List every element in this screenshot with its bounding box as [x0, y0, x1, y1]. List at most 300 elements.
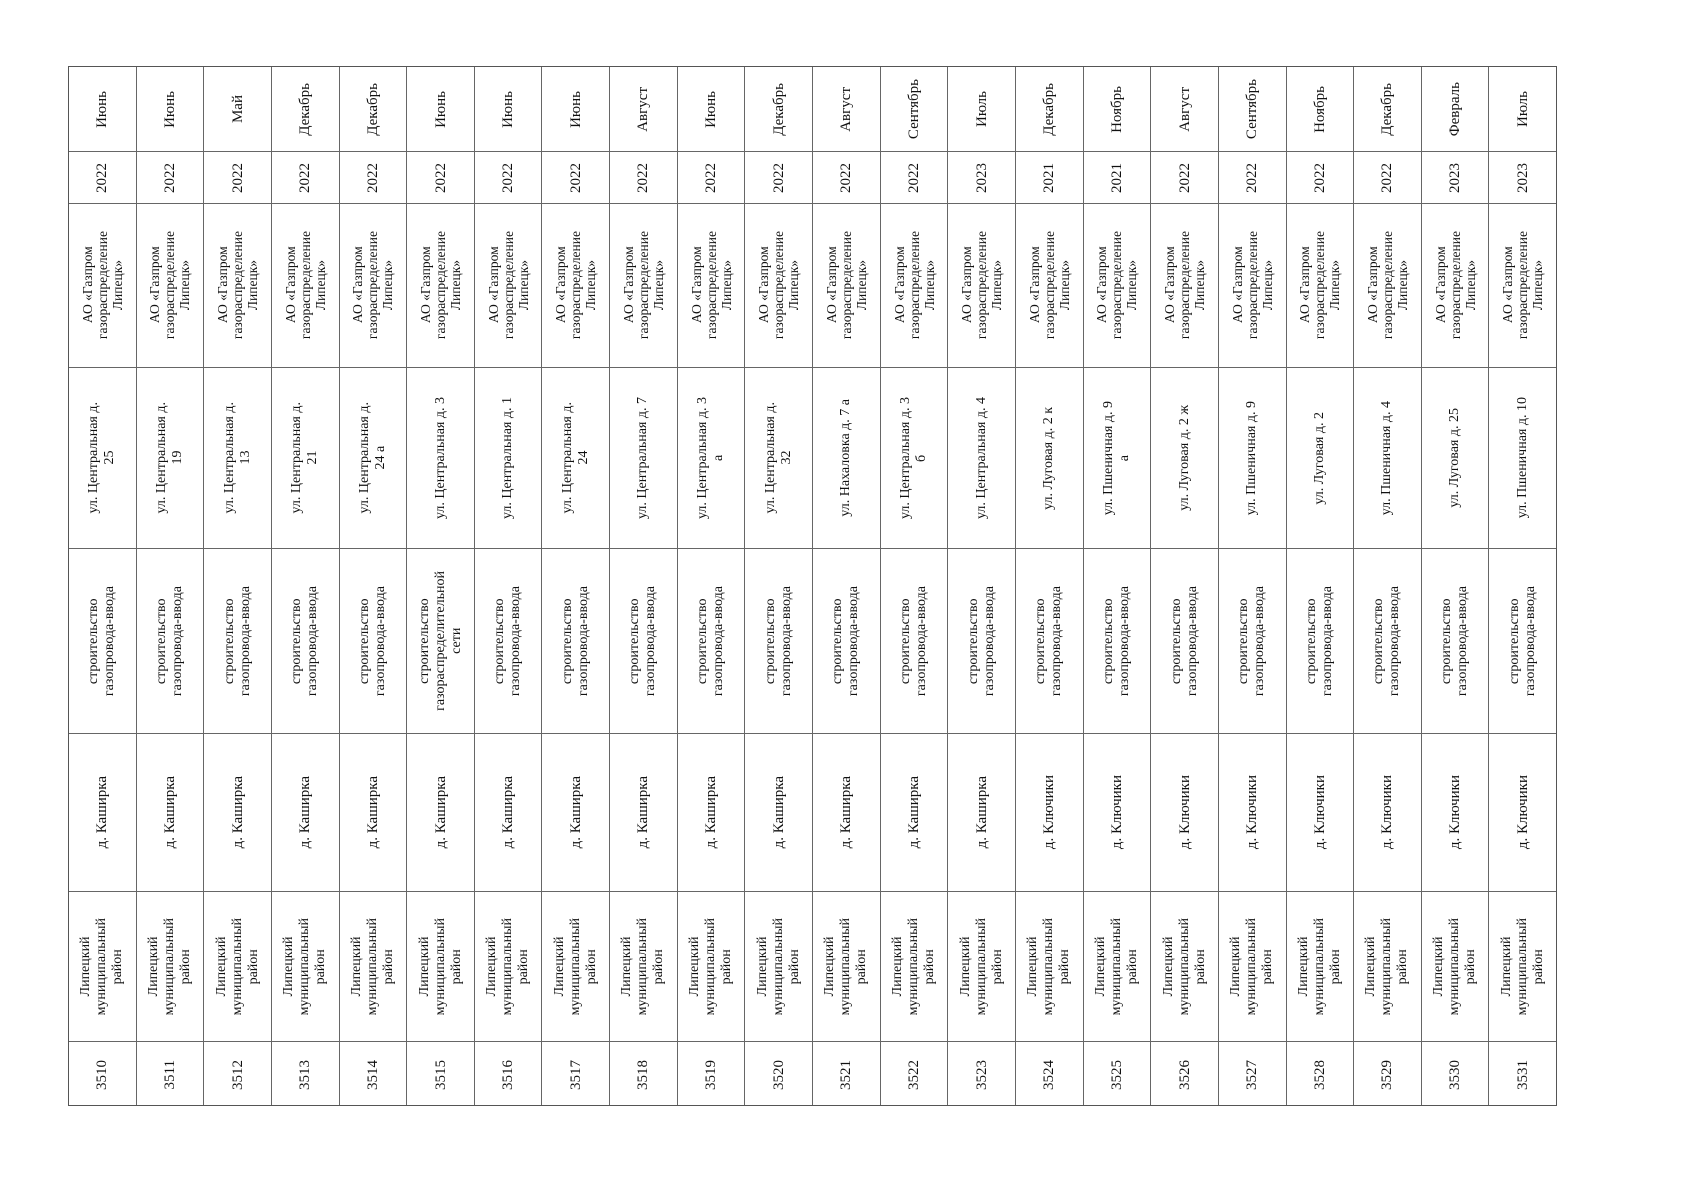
settlement-cell	[948, 733, 1015, 891]
row-number-cell-text: 3528	[1311, 1059, 1328, 1090]
settlement-cell	[1151, 733, 1218, 891]
district-cell-text: Липецкий муниципальный район	[281, 917, 329, 1016]
organization-cell	[1151, 203, 1218, 367]
month-cell	[1489, 67, 1556, 151]
organization-cell-text: АО «Газпром газораспределение Липецк»	[620, 231, 666, 340]
row-number-cell	[137, 1041, 204, 1107]
organization-cell-text: АО «Газпром газораспределение Липецк»	[282, 231, 328, 340]
month-cell-text: Август	[838, 86, 855, 132]
month-cell	[1016, 67, 1083, 151]
month-cell-text: Июнь	[703, 90, 720, 128]
organization-cell-text: АО «Газпром газораспределение Липецк»	[1364, 231, 1410, 340]
address-cell-text: ул. Луговая д. 25	[1447, 408, 1463, 508]
district-cell-text: Липецкий муниципальный район	[145, 917, 193, 1016]
settlement-cell-text: д. Ключики	[1447, 775, 1464, 850]
address-cell	[1219, 367, 1286, 548]
district-cell	[475, 891, 542, 1041]
address-cell	[1422, 367, 1489, 548]
work-type-cell	[881, 548, 948, 733]
table-row	[677, 67, 745, 1105]
address-cell-text: ул. Центральная д. 1	[500, 397, 516, 519]
month-cell-text: Август	[1176, 86, 1193, 132]
table-row	[69, 67, 136, 1105]
settlement-cell	[745, 733, 812, 891]
table-row	[812, 67, 880, 1105]
month-cell-text: Июнь	[161, 90, 178, 128]
month-cell-text: Июнь	[567, 90, 584, 128]
year-cell-text: 2022	[906, 162, 922, 193]
month-cell	[1422, 67, 1489, 151]
work-type-cell-text: строительство газопровода-ввода	[221, 585, 253, 697]
organization-cell-text: АО «Газпром газораспределение Липецк»	[959, 231, 1005, 340]
settlement-cell	[137, 733, 204, 891]
address-cell	[745, 367, 812, 548]
address-cell-text: ул. Луговая д. 2 к	[1041, 406, 1057, 510]
address-cell-text: ул. Центральная д. 24	[559, 402, 591, 514]
district-cell-text: Липецкий муниципальный район	[1160, 917, 1208, 1016]
row-number-cell	[475, 1041, 542, 1107]
settlement-cell-text: д. Каширка	[500, 776, 517, 849]
organization-cell	[407, 203, 474, 367]
work-type-cell	[542, 548, 609, 733]
address-cell	[340, 367, 407, 548]
table-row	[271, 67, 339, 1105]
table-row	[1421, 67, 1489, 1105]
address-cell-text: ул. Центральная д. 19	[153, 402, 185, 514]
settlement-cell-text: д. Каширка	[229, 776, 246, 849]
row-number-cell-text: 3529	[1379, 1059, 1396, 1090]
work-type-cell	[1219, 548, 1286, 733]
address-cell-text: ул. Центральная д. 25	[86, 402, 118, 514]
month-cell	[542, 67, 609, 151]
table-row	[1286, 67, 1354, 1105]
year-cell	[1151, 151, 1218, 203]
settlement-cell	[1084, 733, 1151, 891]
year-cell-text: 2022	[1311, 162, 1328, 193]
row-number-cell-text: 3516	[500, 1059, 517, 1090]
month-cell-text: Декабрь	[364, 82, 381, 136]
row-number-cell	[745, 1041, 812, 1107]
organization-cell	[1219, 203, 1286, 367]
year-cell	[1016, 151, 1083, 203]
organization-cell-text: АО «Газпром газораспределение Липецк»	[756, 231, 802, 340]
organization-cell	[204, 203, 271, 367]
district-cell-text: Липецкий муниципальный район	[78, 917, 126, 1016]
row-number-cell	[340, 1041, 407, 1107]
table-row	[474, 67, 542, 1105]
work-type-cell	[137, 548, 204, 733]
table-row	[880, 67, 948, 1105]
row-number-cell	[1016, 1041, 1083, 1107]
work-type-cell-text: строительство газораспределительной сети	[416, 571, 464, 711]
address-cell	[1016, 367, 1083, 548]
year-cell-text: 2023	[1447, 162, 1464, 193]
year-cell	[137, 151, 204, 203]
table-row	[744, 67, 812, 1105]
address-cell-text: ул. Центральная д. 21	[289, 402, 321, 514]
table-row	[1015, 67, 1083, 1105]
work-type-cell	[340, 548, 407, 733]
year-cell	[1287, 151, 1354, 203]
row-number-cell-text: 3522	[906, 1059, 922, 1090]
work-type-cell	[813, 548, 880, 733]
district-cell-text: Липецкий муниципальный район	[213, 917, 261, 1016]
organization-cell	[1354, 203, 1421, 367]
address-cell	[813, 367, 880, 548]
district-cell-text: Липецкий муниципальный район	[619, 917, 667, 1016]
row-number-cell	[678, 1041, 745, 1107]
row-number-cell-text: 3512	[229, 1059, 246, 1090]
year-cell-text: 2022	[229, 162, 246, 193]
table-row	[541, 67, 609, 1105]
district-cell	[1489, 891, 1556, 1041]
month-cell	[745, 67, 812, 151]
work-type-cell	[610, 548, 677, 733]
address-cell-text: ул. Центральная д. 3	[432, 397, 448, 519]
address-cell	[137, 367, 204, 548]
month-cell-text: Июнь	[94, 90, 111, 128]
organization-cell	[542, 203, 609, 367]
row-number-cell-text: 3531	[1514, 1059, 1531, 1090]
year-cell-text: 2023	[1514, 162, 1531, 193]
table-row	[1218, 67, 1286, 1105]
year-cell	[1084, 151, 1151, 203]
district-cell	[1287, 891, 1354, 1041]
year-cell	[542, 151, 609, 203]
work-type-cell-text: строительство газопровода-ввода	[1100, 585, 1132, 697]
work-type-cell	[1084, 548, 1151, 733]
row-number-cell	[1422, 1041, 1489, 1107]
address-cell	[69, 367, 136, 548]
year-cell-text: 2022	[297, 162, 314, 193]
district-cell-text: Липецкий муниципальный район	[348, 917, 396, 1016]
row-number-cell-text: 3511	[161, 1059, 178, 1090]
address-cell	[610, 367, 677, 548]
address-cell	[881, 367, 948, 548]
organization-cell	[948, 203, 1015, 367]
year-cell-text: 2022	[1379, 162, 1396, 193]
address-cell	[678, 367, 745, 548]
settlement-cell-text: д. Ключики	[1041, 775, 1058, 850]
organization-cell-text: АО «Газпром газораспределение Липецк»	[485, 231, 531, 340]
row-number-cell	[1151, 1041, 1218, 1107]
table-row	[1083, 67, 1151, 1105]
month-cell-text: Июнь	[432, 90, 449, 128]
settlement-cell-text: д. Каширка	[94, 776, 111, 849]
month-cell	[1219, 67, 1286, 151]
year-cell-text: 2022	[500, 162, 517, 193]
work-type-cell	[204, 548, 271, 733]
district-cell	[1354, 891, 1421, 1041]
month-cell-text: Июнь	[500, 90, 517, 128]
row-number-cell-text: 3510	[94, 1059, 111, 1090]
month-cell	[475, 67, 542, 151]
organization-cell-text: АО «Газпром газораспределение Липецк»	[350, 231, 396, 340]
district-cell-text: Липецкий муниципальный район	[890, 917, 937, 1016]
year-cell	[407, 151, 474, 203]
year-cell-text: 2021	[1041, 162, 1058, 193]
district-cell-text: Липецкий муниципальный район	[551, 917, 599, 1016]
work-type-cell	[475, 548, 542, 733]
month-cell	[272, 67, 339, 151]
work-type-cell-text: строительство газопровода-ввода	[356, 585, 388, 697]
district-cell-text: Липецкий муниципальный район	[754, 917, 802, 1016]
organization-cell	[69, 203, 136, 367]
district-cell	[204, 891, 271, 1041]
month-cell-text: Ноябрь	[1108, 85, 1125, 133]
district-cell-text: Липецкий муниципальный район	[1228, 917, 1276, 1016]
address-cell-text: ул. Пшеничная д. 10	[1514, 397, 1530, 519]
year-cell	[1422, 151, 1489, 203]
month-cell	[1084, 67, 1151, 151]
district-cell-text: Липецкий муниципальный район	[687, 917, 735, 1016]
settlement-cell	[272, 733, 339, 891]
month-cell	[948, 67, 1015, 151]
table-row	[406, 67, 474, 1105]
row-number-cell-text: 3521	[838, 1059, 855, 1090]
row-number-cell	[69, 1041, 136, 1107]
work-type-cell-text: строительство газопровода-ввода	[898, 585, 929, 697]
address-cell-text: ул. Нахаловка д. 7 а	[838, 399, 854, 517]
district-cell	[1219, 891, 1286, 1041]
address-cell	[948, 367, 1015, 548]
year-cell	[948, 151, 1015, 203]
settlement-cell-text: д. Ключики	[1108, 775, 1125, 850]
year-cell	[813, 151, 880, 203]
row-number-cell-text: 3526	[1176, 1059, 1193, 1090]
month-cell	[1287, 67, 1354, 151]
organization-cell-text: АО «Газпром газораспределение Липецк»	[418, 231, 464, 340]
organization-cell-text: АО «Газпром газораспределение Липецк»	[79, 231, 125, 340]
organization-cell-text: АО «Газпром газораспределение Липецк»	[1432, 231, 1478, 340]
work-type-cell	[407, 548, 474, 733]
organization-cell-text: АО «Газпром газораспределение Липецк»	[1026, 231, 1072, 340]
year-cell	[678, 151, 745, 203]
year-cell-text: 2021	[1108, 162, 1125, 193]
organization-cell-text: АО «Газпром газораспределение Липецк»	[688, 231, 734, 340]
row-number-cell	[881, 1041, 948, 1107]
address-cell-text: ул. Центральная д. 32	[762, 402, 794, 514]
settlement-cell-text: д. Каширка	[906, 776, 922, 849]
settlement-cell	[475, 733, 542, 891]
work-type-cell	[1151, 548, 1218, 733]
work-type-cell	[1287, 548, 1354, 733]
district-cell-text: Липецкий муниципальный район	[822, 917, 870, 1016]
work-type-cell-text: строительство газопровода-ввода	[1506, 585, 1538, 697]
organization-cell	[475, 203, 542, 367]
settlement-cell	[1287, 733, 1354, 891]
row-number-cell-text: 3527	[1244, 1059, 1261, 1090]
district-cell-text: Липецкий муниципальный район	[957, 917, 1005, 1016]
address-cell	[1354, 367, 1421, 548]
month-cell-text: Февраль	[1447, 81, 1464, 137]
month-cell-text: Май	[229, 94, 246, 124]
organization-cell-text: АО «Газпром газораспределение Липецк»	[1297, 231, 1343, 340]
row-number-cell-text: 3514	[364, 1059, 381, 1090]
settlement-cell	[1489, 733, 1556, 891]
month-cell-text: Июль	[973, 91, 990, 127]
district-cell-text: Липецкий муниципальный район	[1363, 917, 1411, 1016]
table-row	[947, 67, 1015, 1105]
settlement-cell	[407, 733, 474, 891]
work-type-cell-text: строительство газопровода-ввода	[1168, 585, 1200, 697]
settlement-cell-text: д. Ключики	[1311, 775, 1328, 850]
row-number-cell-text: 3530	[1447, 1059, 1464, 1090]
row-number-cell	[407, 1041, 474, 1107]
district-cell-text: Липецкий муниципальный район	[1092, 917, 1140, 1016]
district-cell	[948, 891, 1015, 1041]
year-cell-text: 2022	[1244, 162, 1261, 193]
work-type-cell	[745, 548, 812, 733]
year-cell-text: 2022	[161, 162, 178, 193]
organization-cell	[1016, 203, 1083, 367]
row-number-cell	[204, 1041, 271, 1107]
address-cell-text: ул. Центральная д. 3 б	[898, 397, 929, 519]
organization-cell	[678, 203, 745, 367]
settlement-cell-text: д. Каширка	[297, 776, 314, 849]
work-type-cell-text: строительство газопровода-ввода	[1371, 585, 1403, 697]
settlement-cell-text: д. Каширка	[635, 776, 652, 849]
row-number-cell	[1489, 1041, 1556, 1107]
row-number-cell	[272, 1041, 339, 1107]
settlement-cell-text: д. Каширка	[432, 776, 449, 849]
district-cell	[272, 891, 339, 1041]
work-type-cell-text: строительство газопровода-ввода	[627, 585, 659, 697]
organization-cell-text: АО «Газпром газораспределение Липецк»	[1229, 231, 1275, 340]
settlement-cell-text: д. Каширка	[770, 776, 787, 849]
row-number-cell	[1219, 1041, 1286, 1107]
address-cell-text: ул. Центральная д. 13	[221, 402, 253, 514]
work-type-cell-text: строительство газопровода-ввода	[86, 585, 118, 697]
organization-cell	[1422, 203, 1489, 367]
address-cell	[542, 367, 609, 548]
year-cell	[881, 151, 948, 203]
work-type-cell-text: строительство газопровода-ввода	[289, 585, 321, 697]
organization-cell	[813, 203, 880, 367]
work-type-cell-text: строительство газопровода-ввода	[762, 585, 794, 697]
row-number-cell	[948, 1041, 1015, 1107]
row-number-cell	[1084, 1041, 1151, 1107]
table-row	[203, 67, 271, 1105]
table-row	[1150, 67, 1218, 1105]
month-cell	[881, 67, 948, 151]
month-cell	[407, 67, 474, 151]
district-cell	[1016, 891, 1083, 1041]
year-cell-text: 2022	[364, 162, 381, 193]
settlement-cell-text: д. Ключики	[1514, 775, 1531, 850]
organization-cell-text: АО «Газпром газораспределение Липецк»	[891, 231, 937, 340]
organization-cell-text: АО «Газпром газораспределение Липецк»	[823, 231, 869, 340]
year-cell-text: 2022	[770, 162, 787, 193]
row-number-cell	[813, 1041, 880, 1107]
year-cell	[1354, 151, 1421, 203]
row-number-cell-text: 3519	[703, 1059, 720, 1090]
settlement-cell	[69, 733, 136, 891]
work-type-cell-text: строительство газопровода-ввода	[492, 585, 524, 697]
district-cell-text: Липецкий муниципальный район	[1431, 917, 1479, 1016]
organization-cell	[272, 203, 339, 367]
month-cell-text: Сентябрь	[1244, 78, 1261, 140]
year-cell	[610, 151, 677, 203]
settlement-cell-text: д. Каширка	[567, 776, 584, 849]
month-cell-text: Июль	[1514, 91, 1531, 127]
work-type-cell-text: строительство газопровода-ввода	[1236, 585, 1268, 697]
row-number-cell	[1287, 1041, 1354, 1107]
work-type-cell	[948, 548, 1015, 733]
row-number-cell-text: 3518	[635, 1059, 652, 1090]
organization-cell	[1084, 203, 1151, 367]
settlement-cell-text: д. Каширка	[364, 776, 381, 849]
row-number-cell-text: 3513	[297, 1059, 314, 1090]
settlement-cell-text: д. Каширка	[703, 776, 720, 849]
row-number-cell-text: 3523	[973, 1059, 990, 1090]
organization-cell-text: АО «Газпром газораспределение Липецк»	[553, 231, 599, 340]
work-type-cell-text: строительство газопровода-ввода	[830, 585, 862, 697]
table-row	[609, 67, 677, 1105]
row-number-cell-text: 3524	[1041, 1059, 1058, 1090]
row-number-cell-text: 3525	[1108, 1059, 1125, 1090]
month-cell	[69, 67, 136, 151]
row-number-cell	[610, 1041, 677, 1107]
work-type-cell-text: строительство газопровода-ввода	[559, 585, 591, 697]
table-row	[339, 67, 407, 1105]
work-type-cell	[1422, 548, 1489, 733]
row-number-cell-text: 3515	[432, 1059, 449, 1090]
address-cell	[1287, 367, 1354, 548]
settlement-cell	[1016, 733, 1083, 891]
district-cell	[340, 891, 407, 1041]
gasification-table	[68, 66, 1557, 1106]
year-cell-text: 2022	[94, 162, 111, 193]
settlement-cell-text: д. Каширка	[161, 776, 178, 849]
settlement-cell	[1422, 733, 1489, 891]
settlement-cell	[340, 733, 407, 891]
work-type-cell-text: строительство газопровода-ввода	[1033, 585, 1065, 697]
organization-cell-text: АО «Газпром газораспределение Липецк»	[1500, 231, 1546, 340]
district-cell	[1422, 891, 1489, 1041]
settlement-cell	[1354, 733, 1421, 891]
month-cell-text: Декабрь	[1379, 82, 1396, 136]
organization-cell-text: АО «Газпром газораспределение Липецк»	[1162, 231, 1208, 340]
work-type-cell-text: строительство газопровода-ввода	[1439, 585, 1471, 697]
organization-cell-text: АО «Газпром газораспределение Липецк»	[215, 231, 261, 340]
settlement-cell	[542, 733, 609, 891]
organization-cell	[745, 203, 812, 367]
address-cell-text: ул. Центральная д. 3 а	[695, 397, 727, 519]
month-cell-text: Декабрь	[770, 82, 787, 136]
year-cell	[1219, 151, 1286, 203]
settlement-cell-text: д. Каширка	[973, 776, 990, 849]
year-cell	[204, 151, 271, 203]
settlement-cell-text: д. Ключики	[1176, 775, 1193, 850]
year-cell	[475, 151, 542, 203]
organization-cell	[1287, 203, 1354, 367]
month-cell	[340, 67, 407, 151]
organization-cell	[881, 203, 948, 367]
district-cell	[137, 891, 204, 1041]
address-cell	[407, 367, 474, 548]
organization-cell	[610, 203, 677, 367]
district-cell-text: Липецкий муниципальный район	[416, 917, 464, 1016]
district-cell	[1084, 891, 1151, 1041]
settlement-cell	[678, 733, 745, 891]
district-cell	[745, 891, 812, 1041]
address-cell-text: ул. Центральная д. 24 а	[356, 402, 388, 514]
year-cell-text: 2022	[432, 162, 449, 193]
work-type-cell	[1489, 548, 1556, 733]
address-cell-text: ул. Луговая д. 2 ж	[1176, 405, 1192, 511]
settlement-cell-text: д. Каширка	[838, 776, 855, 849]
